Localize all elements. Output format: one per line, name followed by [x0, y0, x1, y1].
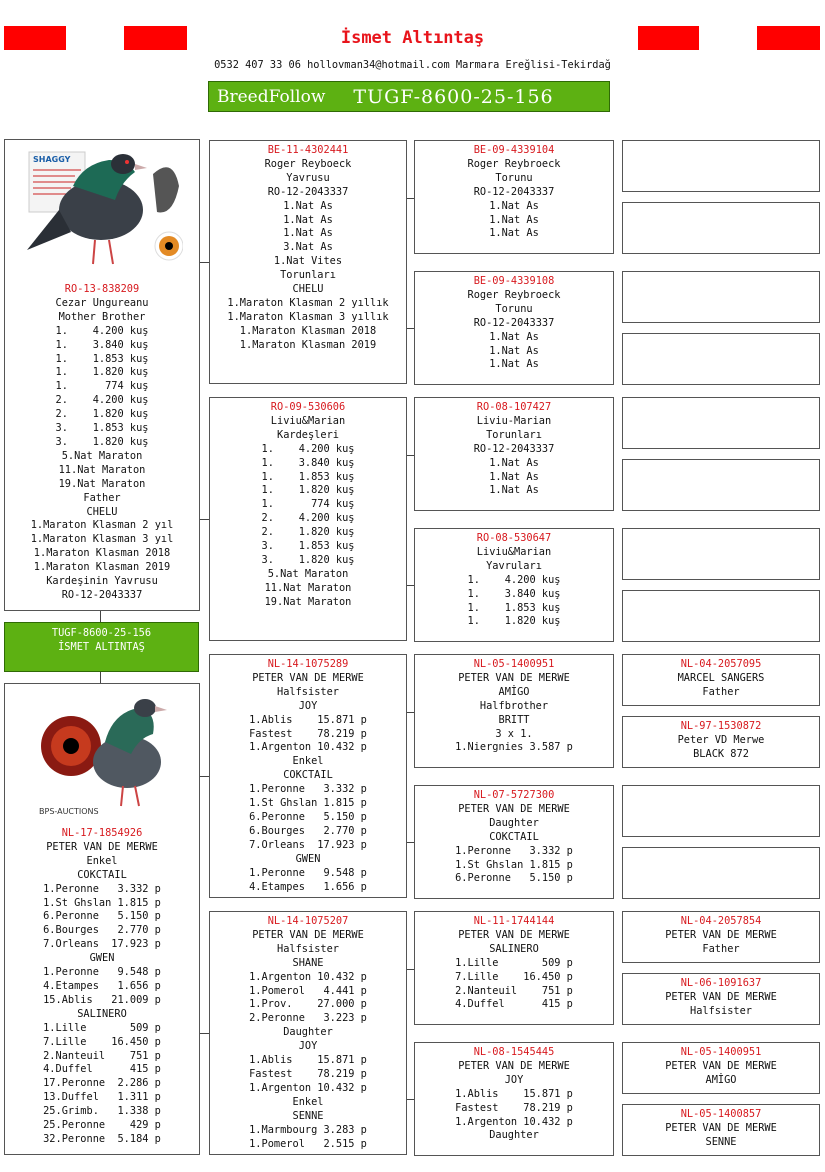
- info-line: 6.Peronne 5.150 p: [249, 810, 367, 823]
- ring-number: NL-04-2057854: [680, 915, 762, 927]
- info-line: Yavruları: [486, 559, 542, 572]
- info-line: Halfsister: [277, 942, 339, 955]
- info-line: 25.Grimb. 1.338 p: [43, 1105, 161, 1118]
- info-line: Daughter: [489, 816, 539, 829]
- info-line: 1. 3.840 kuş: [261, 456, 355, 469]
- connector-line: [407, 328, 414, 329]
- info-line: Fastest 78.219 p: [249, 727, 367, 740]
- mother-photo: [35, 690, 175, 820]
- pedigree-card-gen4: [622, 785, 820, 837]
- info-line: 2.Nanteuil 751 p: [43, 1049, 161, 1062]
- pedigree-card-gen2: [209, 911, 407, 1155]
- pedigree-card-gen3: [414, 1042, 614, 1156]
- info-line: 1.Nat As: [489, 330, 539, 343]
- connector-line: [407, 198, 414, 199]
- subject-pigeon-card: [4, 622, 199, 672]
- info-line: 1. 1.820 kuş: [467, 615, 561, 628]
- info-line: 1.Maraton Klasman 2018: [33, 547, 171, 560]
- info-line: Mother Brother: [58, 310, 146, 323]
- info-line: Roger Reyboeck: [264, 157, 352, 170]
- info-line: Fastest 78.219 p: [249, 1067, 367, 1080]
- info-line: 1.Peronne 3.332 p: [43, 882, 161, 895]
- card-info: [415, 655, 613, 755]
- info-line: 1.St Ghslan 1.815 p: [455, 858, 573, 871]
- info-line: 2. 1.820 kuş: [55, 408, 149, 421]
- info-line: 11.Nat Maraton: [58, 463, 146, 476]
- info-line: GWEN: [295, 852, 321, 865]
- pedigree-card-gen3: [414, 654, 614, 768]
- card-info: [415, 786, 613, 886]
- info-line: 1.Argenton 10.432 p: [455, 1115, 573, 1128]
- ring-number: NL-14-1075207: [267, 915, 349, 927]
- info-line: 1.Pomerol 4.441 p: [249, 984, 367, 997]
- info-line: 1.Nat As: [489, 227, 539, 240]
- info-line: Enkel: [292, 755, 324, 768]
- card-info: [623, 717, 819, 762]
- connector-line: [200, 262, 209, 263]
- info-line: Peter VD Merwe: [677, 733, 765, 746]
- info-line: 1.Nat As: [489, 470, 539, 483]
- pedigree-card-gen4: [622, 847, 820, 899]
- info-line: 3. 1.820 kuş: [261, 553, 355, 566]
- pedigree-card-gen4: [622, 654, 820, 706]
- pedigree-card-gen4: [622, 1104, 820, 1156]
- info-line: 5.Nat Maraton: [267, 567, 349, 580]
- info-line: PETER VAN DE MERWE: [458, 802, 570, 815]
- info-line: 1.Maraton Klasman 2 yıl: [30, 519, 174, 532]
- info-line: COKCTAIL: [283, 769, 333, 782]
- info-line: 1. 4.200 kuş: [467, 573, 561, 586]
- pedigree-card-gen4: [622, 397, 820, 449]
- info-line: SENNE: [292, 1109, 324, 1122]
- info-line: 1.Maraton Klasman 3 yıllık: [227, 310, 389, 323]
- info-line: Kardeşinin Yavrusu: [46, 575, 158, 588]
- card-info: [210, 912, 406, 1151]
- info-line: 2.Peronne 3.223 p: [249, 1012, 367, 1025]
- card-info: [623, 786, 819, 789]
- info-line: PETER VAN DE MERWE: [458, 928, 570, 941]
- info-line: Halfsister: [690, 1004, 752, 1017]
- info-line: CHELU: [86, 505, 118, 518]
- ring-number: BE-09-4339104: [473, 144, 555, 156]
- info-line: 11.Nat Maraton: [264, 581, 352, 594]
- ring-number: NL-14-1075289: [267, 658, 349, 670]
- ring-number: NL-05-1400951: [680, 1046, 762, 1058]
- info-line: GWEN: [89, 952, 115, 965]
- info-line: 2.Nanteuil 751 p: [455, 984, 573, 997]
- info-line: 6.Bourges 2.770 p: [249, 824, 367, 837]
- info-line: Daughter: [489, 1129, 539, 1142]
- info-line: 1.Nat As: [489, 213, 539, 226]
- info-line: 2. 4.200 kuş: [55, 394, 149, 407]
- info-line: 1. 4.200 kuş: [55, 324, 149, 337]
- info-line: PETER VAN DE MERWE: [665, 1059, 777, 1072]
- ring-number: NL-04-2057095: [680, 658, 762, 670]
- mother-info: [5, 824, 199, 1147]
- info-line: 13.Duffel 1.311 p: [43, 1091, 161, 1104]
- info-line: 1.St Ghslan 1.815 p: [43, 896, 161, 909]
- info-line: 1.Nat As: [283, 199, 333, 212]
- ring-number: NL-97-1530872: [680, 720, 762, 732]
- connector-line: [200, 1033, 209, 1034]
- info-line: Torunu: [495, 302, 533, 315]
- card-info: [623, 848, 819, 851]
- info-line: RO-12-2043337: [473, 442, 555, 455]
- info-line: SALINERO: [489, 942, 539, 955]
- pedigree-card-gen4: [622, 271, 820, 323]
- pedigree-card-gen4: [622, 590, 820, 642]
- info-line: 1.Argenton 10.432 p: [249, 741, 367, 754]
- info-line: 1.Nat As: [489, 484, 539, 497]
- card-info: [623, 529, 819, 532]
- subject-owner: İSMET ALTINTAŞ: [58, 640, 145, 653]
- info-line: 1. 1.853 kuş: [55, 352, 149, 365]
- ring-number: NL-07-5727300: [473, 789, 555, 801]
- connector-line: [407, 842, 414, 843]
- info-line: 1.Peronne 3.332 p: [249, 783, 367, 796]
- ring-number: RO-08-530647: [476, 532, 552, 544]
- info-line: Enkel: [86, 854, 118, 867]
- pedigree-card-mother: [4, 683, 200, 1155]
- info-line: 3 x 1.: [495, 727, 533, 740]
- card-info: [415, 398, 613, 498]
- card-info: [210, 655, 406, 894]
- info-line: PETER VAN DE MERWE: [252, 671, 364, 684]
- info-line: 32.Peronne 5.184 p: [43, 1132, 161, 1145]
- info-line: Daughter: [283, 1026, 333, 1039]
- pedigree-card-gen4: [622, 973, 820, 1025]
- connector-line: [407, 712, 414, 713]
- info-line: Liviu-Marian: [476, 414, 552, 427]
- info-line: Roger Reybroeck: [467, 288, 561, 301]
- connector-line: [100, 611, 101, 622]
- contact-line: 0532 407 33 06 hollovman34@hotmail.com Marmara Ereğlisi-Tekirdağ: [214, 59, 611, 71]
- info-line: RO-12-2043337: [61, 588, 143, 601]
- pedigree-card-gen3: [414, 911, 614, 1025]
- info-line: Torunları: [486, 428, 542, 441]
- info-line: 7.Orleans 17.923 p: [43, 938, 161, 951]
- ring-number: RO-09-530606: [270, 401, 346, 413]
- card-info: [623, 460, 819, 463]
- info-line: Father: [702, 685, 740, 698]
- pedigree-card-gen2: [209, 140, 407, 384]
- card-info: [623, 203, 819, 206]
- info-line: Torunları: [280, 269, 336, 282]
- info-line: 1. 774 kuş: [55, 380, 149, 393]
- info-line: 2. 4.200 kuş: [261, 512, 355, 525]
- brand-name: BreedFollow: [217, 86, 326, 107]
- info-line: 1.Argenton 10.432 p: [249, 970, 367, 983]
- info-line: JOY: [298, 699, 318, 712]
- page-title: İsmet Altıntaş: [340, 28, 485, 48]
- info-line: PETER VAN DE MERWE: [46, 840, 158, 853]
- pedigree-card-gen2: [209, 397, 407, 641]
- info-line: SHANE: [292, 956, 324, 969]
- info-line: 1.Maraton Klasman 3 yıl: [30, 533, 174, 546]
- ring-number: NL-17-1854926: [61, 827, 143, 839]
- info-line: 4.Etampes 1.656 p: [43, 979, 161, 992]
- pedigree-card-gen3: [414, 140, 614, 254]
- info-line: 1.Maraton Klasman 2019: [33, 561, 171, 574]
- connector-line: [100, 672, 101, 683]
- info-line: 1.Nat As: [489, 358, 539, 371]
- info-line: 4.Duffel 415 p: [455, 998, 573, 1011]
- info-line: 1.Ablis 15.871 p: [249, 713, 367, 726]
- info-line: 7.Lille 16.450 p: [43, 1035, 161, 1048]
- connector-line: [200, 519, 209, 520]
- info-line: PETER VAN DE MERWE: [665, 990, 777, 1003]
- info-line: 1.Maraton Klasman 2018: [239, 324, 377, 337]
- breedfollow-banner: [208, 81, 610, 112]
- info-line: 1.Nat As: [489, 199, 539, 212]
- info-line: JOY: [298, 1040, 318, 1053]
- info-line: Kardeşleri: [277, 428, 339, 441]
- info-line: RO-12-2043337: [267, 185, 349, 198]
- ring-number: NL-08-1545445: [473, 1046, 555, 1058]
- ring-number: BE-09-4339108: [473, 275, 555, 287]
- card-info: [623, 398, 819, 401]
- info-line: Torunu: [495, 171, 533, 184]
- card-info: [210, 141, 406, 353]
- info-line: 1.St Ghslan 1.815 p: [249, 797, 367, 810]
- info-line: 1. 1.820 kuş: [55, 366, 149, 379]
- pedigree-card-gen4: [622, 716, 820, 768]
- card-info: [415, 272, 613, 372]
- connector-line: [407, 969, 414, 970]
- info-line: JOY: [504, 1073, 524, 1086]
- info-line: 1. 4.200 kuş: [261, 442, 355, 455]
- pedigree-card-gen3: [414, 397, 614, 511]
- info-line: Father: [702, 942, 740, 955]
- info-line: SENNE: [705, 1135, 737, 1148]
- mother-photo-caption: BPS-AUCTIONS: [39, 807, 99, 816]
- info-line: 19.Nat Maraton: [58, 477, 146, 490]
- info-line: CHELU: [292, 283, 324, 296]
- card-info: [623, 334, 819, 337]
- info-line: 1.Peronne 9.548 p: [249, 866, 367, 879]
- info-line: 6.Peronne 5.150 p: [43, 910, 161, 923]
- father-photo: [23, 146, 183, 276]
- info-line: 1.Ablis 15.871 p: [249, 1054, 367, 1067]
- info-line: 19.Nat Maraton: [264, 595, 352, 608]
- info-line: 17.Peronne 2.286 p: [43, 1077, 161, 1090]
- info-line: 1.Nat As: [489, 344, 539, 357]
- ring-number: NL-06-1091637: [680, 977, 762, 989]
- info-line: Father: [83, 491, 121, 504]
- info-line: 1.Maraton Klasman 2019: [239, 338, 377, 351]
- info-line: 2. 1.820 kuş: [261, 526, 355, 539]
- info-line: 3.Nat As: [283, 241, 333, 254]
- info-line: 3. 1.853 kuş: [55, 422, 149, 435]
- info-line: 1.Lille 509 p: [43, 1021, 161, 1034]
- connector-line: [407, 455, 414, 456]
- father-info: [5, 280, 199, 603]
- info-line: 1. 1.853 kuş: [261, 470, 355, 483]
- pedigree-card-gen4: [622, 202, 820, 254]
- pedigree-card-gen3: [414, 785, 614, 899]
- pedigree-card-gen4: [622, 459, 820, 511]
- info-line: Fastest 78.219 p: [455, 1101, 573, 1114]
- ring-number: NL-05-1400857: [680, 1108, 762, 1120]
- info-line: AMİGO: [498, 685, 530, 698]
- ring-number: BE-11-4302441: [267, 144, 349, 156]
- card-info: [210, 398, 406, 610]
- info-line: 1. 774 kuş: [261, 498, 355, 511]
- info-line: Yavrusu: [286, 171, 330, 184]
- info-line: SALINERO: [77, 1007, 127, 1020]
- info-line: Halfbrother: [479, 699, 549, 712]
- father-photo-caption: SHAGGY: [33, 155, 71, 164]
- pedigree-card-gen4: [622, 333, 820, 385]
- info-line: Cezar Ungureanu: [55, 296, 149, 309]
- pedigree-card-gen3: [414, 271, 614, 385]
- info-line: RO-12-2043337: [473, 316, 555, 329]
- info-line: 1.Nat As: [283, 227, 333, 240]
- info-line: 15.Ablis 21.009 p: [43, 993, 161, 1006]
- card-info: [623, 655, 819, 700]
- info-line: PETER VAN DE MERWE: [252, 928, 364, 941]
- info-line: 6.Peronne 5.150 p: [455, 872, 573, 885]
- info-line: 1.Argenton 10.432 p: [249, 1081, 367, 1094]
- info-line: 1.Pomerol 2.515 p: [249, 1137, 367, 1150]
- card-info: [623, 1043, 819, 1088]
- info-line: 1. 3.840 kuş: [467, 587, 561, 600]
- info-line: 1.Nat As: [489, 456, 539, 469]
- info-line: PETER VAN DE MERWE: [665, 928, 777, 941]
- info-line: 1.Prov. 27.000 p: [249, 998, 367, 1011]
- info-line: 1.Marmbourg 3.283 p: [249, 1123, 367, 1136]
- pedigree-card-gen2: [209, 654, 407, 898]
- info-line: Liviu&Marian: [270, 414, 346, 427]
- info-line: PETER VAN DE MERWE: [458, 1059, 570, 1072]
- info-line: 1.Lille 509 p: [455, 956, 573, 969]
- info-line: 4.Etampes 1.656 p: [249, 880, 367, 893]
- pedigree-card-gen4: [622, 1042, 820, 1094]
- info-line: AMİGO: [705, 1073, 737, 1086]
- banner-ring-number: TUGF-8600-25-156: [353, 85, 554, 108]
- info-line: 1. 3.840 kuş: [55, 338, 149, 351]
- connector-line: [200, 776, 209, 777]
- connector-line: [407, 1099, 414, 1100]
- info-line: 1.Niergnies 3.587 p: [455, 741, 573, 754]
- info-line: 1. 1.853 kuş: [467, 601, 561, 614]
- info-line: COKCTAIL: [77, 868, 127, 881]
- info-line: 4.Duffel 415 p: [43, 1063, 161, 1076]
- ring-number: RO-13-838209: [64, 283, 140, 295]
- info-line: 1.Peronne 9.548 p: [43, 966, 161, 979]
- info-line: Roger Reybroeck: [467, 157, 561, 170]
- info-line: 1.Maraton Klasman 2 yıllık: [227, 296, 389, 309]
- info-line: Enkel: [292, 1095, 324, 1108]
- info-line: PETER VAN DE MERWE: [665, 1121, 777, 1134]
- card-info: [623, 141, 819, 144]
- info-line: Halfsister: [277, 685, 339, 698]
- subject-ring: TUGF-8600-25-156: [51, 627, 152, 639]
- ring-number: NL-05-1400951: [473, 658, 555, 670]
- pedigree-card-gen4: [622, 911, 820, 963]
- info-line: 1.Nat As: [283, 213, 333, 226]
- card-info: [623, 974, 819, 1019]
- info-line: 7.Lille 16.450 p: [455, 970, 573, 983]
- info-line: BLACK 872: [693, 747, 749, 760]
- connector-line: [407, 585, 414, 586]
- info-line: COKCTAIL: [489, 830, 539, 843]
- ring-number: NL-11-1744144: [473, 915, 555, 927]
- info-line: 3. 1.820 kuş: [55, 435, 149, 448]
- info-line: 25.Peronne 429 p: [43, 1119, 161, 1132]
- info-line: 6.Bourges 2.770 p: [43, 924, 161, 937]
- info-line: PETER VAN DE MERWE: [458, 671, 570, 684]
- pedigree-card-gen3: [414, 528, 614, 642]
- pigeon-photo-icon: [35, 690, 175, 820]
- pedigree-card-gen4: [622, 140, 820, 192]
- info-line: 1. 1.820 kuş: [261, 484, 355, 497]
- info-line: 5.Nat Maraton: [61, 449, 143, 462]
- pedigree-card-father: [4, 139, 200, 611]
- ring-number: RO-08-107427: [476, 401, 552, 413]
- info-line: 1.Ablis 15.871 p: [455, 1087, 573, 1100]
- info-line: Liviu&Marian: [476, 545, 552, 558]
- info-line: RO-12-2043337: [473, 185, 555, 198]
- info-line: 7.Orleans 17.923 p: [249, 838, 367, 851]
- card-info: [623, 591, 819, 594]
- info-line: 1.Nat Vites: [273, 255, 343, 268]
- pedigree-card-gen4: [622, 528, 820, 580]
- card-info: [623, 912, 819, 957]
- card-info: [623, 1105, 819, 1150]
- pigeon-photo-icon: [23, 146, 183, 276]
- card-info: [415, 141, 613, 241]
- card-info: [415, 912, 613, 1012]
- card-info: [623, 272, 819, 275]
- info-line: 3. 1.853 kuş: [261, 540, 355, 553]
- card-info: [415, 529, 613, 629]
- info-line: 1.Peronne 3.332 p: [455, 844, 573, 857]
- card-info: [415, 1043, 613, 1143]
- info-line: MARCEL SANGERS: [677, 671, 765, 684]
- info-line: BRITT: [498, 713, 530, 726]
